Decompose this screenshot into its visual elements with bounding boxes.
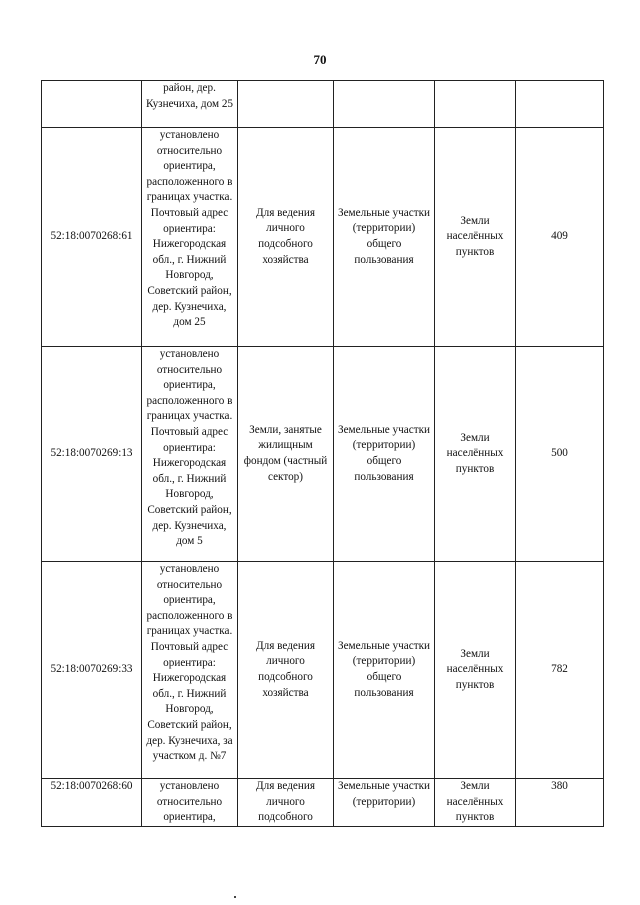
table-row [42, 562, 604, 779]
purpose-cell: Земли, занятые жилищным фондом (частный сектор) [238, 347, 334, 562]
cadastral-number-cell: 52:18:0070269:13 [42, 347, 142, 562]
address-cell: район, дер. Кузнечиха, дом 25 [142, 81, 238, 128]
area-cell: 409 [516, 128, 604, 347]
area-cell: 380 [516, 779, 604, 827]
plot-type-cell [334, 81, 435, 128]
land-category-cell: Земли населённых пунктов [435, 347, 516, 562]
purpose-cell: Для ведения личного подсобного хозяйства [238, 128, 334, 347]
address-cell: установлено относительно ориентира, расположенного в границах участка. Почтовый адрес ориентира: Нижегородская обл., г. Нижний Новгород, Советский район, дер. Кузнечиха, дом 5 [142, 347, 238, 562]
cadastral-number-cell: 52:18:0070269:33 [42, 562, 142, 779]
area-cell [516, 81, 604, 128]
land-category-cell [435, 81, 516, 128]
land-category-cell: Земли населённых пунктов [435, 779, 516, 827]
plot-type-cell: Земельные участки (территории) [334, 779, 435, 827]
land-category-cell: Земли населённых пунктов [435, 128, 516, 347]
area-cell: 782 [516, 562, 604, 779]
address-cell: установлено относительно ориентира, расположенного в границах участка. Почтовый адрес ориентира: Нижегородская обл., г. Нижний Новгород, Советский район, дер. Кузнечиха, дом 25 [142, 128, 238, 347]
purpose-cell: Для ведения личного подсобного хозяйства [238, 562, 334, 779]
purpose-cell [238, 81, 334, 128]
plot-type-cell: Земельные участки (территории) общего пользования [334, 347, 435, 562]
address-cell: установлено относительно ориентира, [142, 779, 238, 827]
area-cell: 500 [516, 347, 604, 562]
plot-type-cell: Земельные участки (территории) общего пользования [334, 128, 435, 347]
plot-type-cell: Земельные участки (территории) общего пользования [334, 562, 435, 779]
cadastral-number-cell: 52:18:0070268:61 [42, 128, 142, 347]
table-row [42, 779, 604, 827]
scan-speck [234, 896, 236, 898]
purpose-cell: Для ведения личного подсобного [238, 779, 334, 827]
land-plots-table [41, 80, 604, 827]
table-row [42, 128, 604, 347]
land-category-cell: Земли населённых пунктов [435, 562, 516, 779]
address-cell: установлено относительно ориентира, расположенного в границах участка. Почтовый адрес ориентира: Нижегородская обл., г. Нижний Новгород, Советский район, дер. Кузнечиха, за участком д. №7 [142, 562, 238, 779]
table-row [42, 81, 604, 128]
cadastral-number-cell [42, 81, 142, 128]
page-number: 70 [313, 52, 327, 67]
table-row [42, 347, 604, 562]
cadastral-number-cell: 52:18:0070268:60 [42, 779, 142, 827]
